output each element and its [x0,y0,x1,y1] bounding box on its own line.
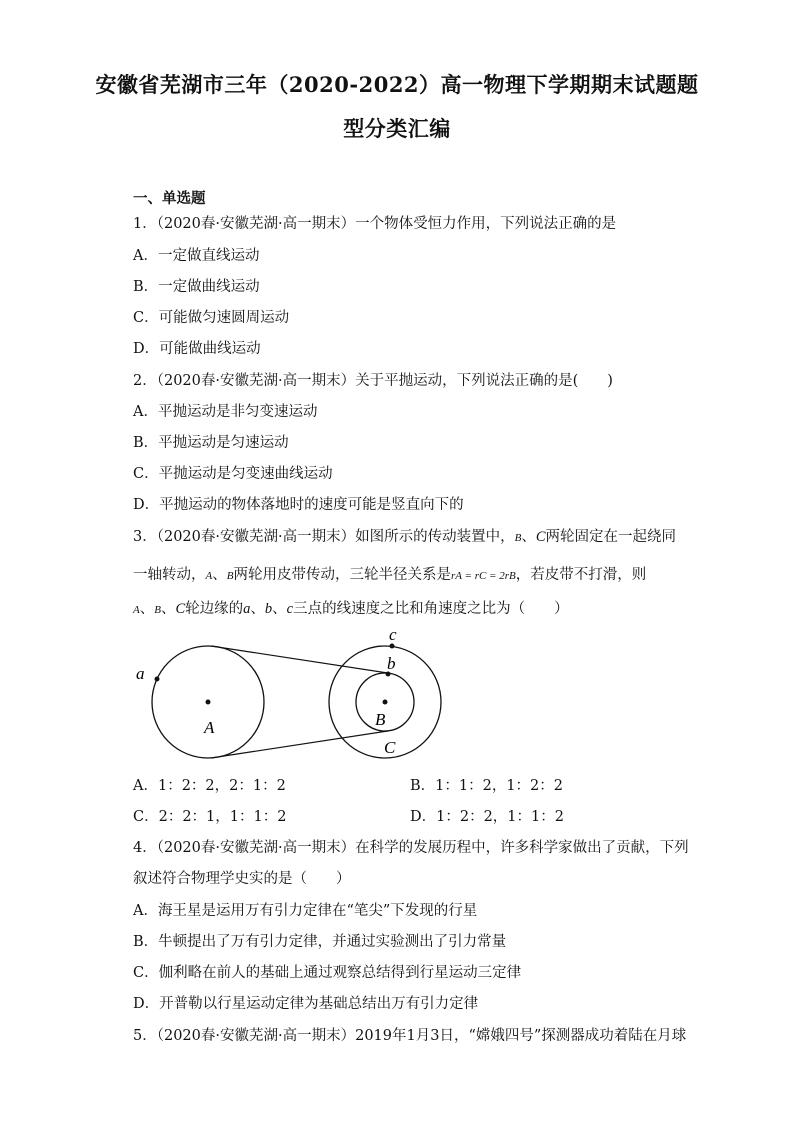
question-2-option-a: A．平抛运动是非匀变速运动 [133,404,318,420]
q3-text: 轮边缘的 [185,601,244,617]
document-title-line2: 型分类汇编 [343,116,451,141]
q3-text: 、 [139,601,155,617]
label-C: C [384,738,396,757]
question-4-stem-line1: 4．（2020春·安徽芜湖·高一期末）在科学的发展历程中，许多科学家做出了贡献，下列 [133,840,689,856]
question-1-stem: 1．（2020春·安徽芜湖·高一期末）一个物体受恒力作用，下列说法正确的是 [133,216,617,232]
q3-label: B [154,604,161,616]
question-3-option-b: B．1：1：2，1：2：2 [410,778,564,794]
question-3-option-d: D．1：2：2，1：1：2 [410,809,564,825]
question-4-option-a: A．海王星是运用万有引力定律在“笔尖”下发现的行星 [133,903,478,919]
q3-label: C [175,601,186,617]
question-1-option-b: B．一定做曲线运动 [133,279,260,295]
question-1-option-c: C．可能做匀速圆周运动 [133,310,290,326]
question-3-stem-line3 [133,597,569,618]
label-A: A [204,718,215,737]
q3-text: 一轴转动， [133,567,206,583]
q3-label: B [514,532,522,544]
q3-text: 三点的线速度之比和角速度之比为（ ） [293,601,569,617]
question-4-stem-line2: 叙述符合物理学史实的是（ ） [133,871,351,887]
q3-text: 两轮固定在一起绕同 [545,529,676,545]
q3-text: ，若皮带不打滑，则 [515,567,647,583]
question-2-option-b: B．平抛运动是匀速运动 [133,435,289,451]
question-4-option-b: B．牛顿提出了万有引力定律，并通过实验测出了引力常量 [133,934,507,950]
label-b: b [387,654,396,673]
q3-text: 、 [160,601,176,617]
question-4-option-d: D．开普勒以行星运动定律为基础总结出万有引力定律 [133,996,479,1012]
question-3-stem-line2 [133,563,646,584]
question-3-stem-line1 [133,525,676,546]
question-1-option-a: A．一定做直线运动 [133,248,260,264]
q3-label: B [226,570,234,582]
q3-text: 、 [212,567,227,583]
question-3-option-c: C．2：2：1，1：1：2 [133,809,287,825]
q3-text: 两轮用皮带传动，三轮半径关系是 [233,567,451,583]
q3-text: 、 [272,601,287,617]
radius-relation-formula: rA = rC = 2rB [450,570,516,582]
q3-label: A [133,604,140,616]
question-3-option-a: A．1：2：2，2：1：2 [133,778,286,794]
question-4-option-c: C．伽利略在前人的基础上通过观察总结得到行星运动三定律 [133,965,522,981]
q3-label: A [205,570,213,582]
question-2-option-d: D．平抛运动的物体落地时的速度可能是竖直向下的 [133,497,464,513]
q3-text: 3．（2020春·安徽芜湖·高一期末）如图所示的传动装置中， [133,529,515,545]
belt-lower [211,731,388,758]
question-5-stem-line1: 5．（2020春·安徽芜湖·高一期末）2019年1月3日，“嫦娥四号”探测器成功着陆在月球 [133,1028,687,1044]
q3-label: a [243,601,251,617]
point-a-dot [155,677,160,682]
q3-text: 、 [521,529,536,545]
label-a: a [136,664,145,683]
label-B: B [375,710,386,729]
center-A-dot [206,700,211,705]
pulley-belt-diagram [130,625,450,765]
belt-upper [211,646,388,673]
q3-label: C [535,529,546,545]
q3-label: b [264,601,273,617]
question-1-option-d: D．可能做曲线运动 [133,341,261,357]
center-B-dot [383,700,388,705]
section-heading: 一、单选题 [133,190,206,207]
q3-text: 、 [250,601,265,617]
label-c: c [389,625,397,644]
point-c-dot [390,644,395,649]
q3-label: c [286,601,294,617]
question-2-stem: 2．（2020春·安徽芜湖·高一期末）关于平抛运动，下列说法正确的是( ) [133,373,613,389]
question-2-option-c: C．平抛运动是匀变速曲线运动 [133,466,333,482]
document-title-line1: 安徽省芜湖市三年（2020-2022）高一物理下学期期末试题题 [95,72,699,97]
